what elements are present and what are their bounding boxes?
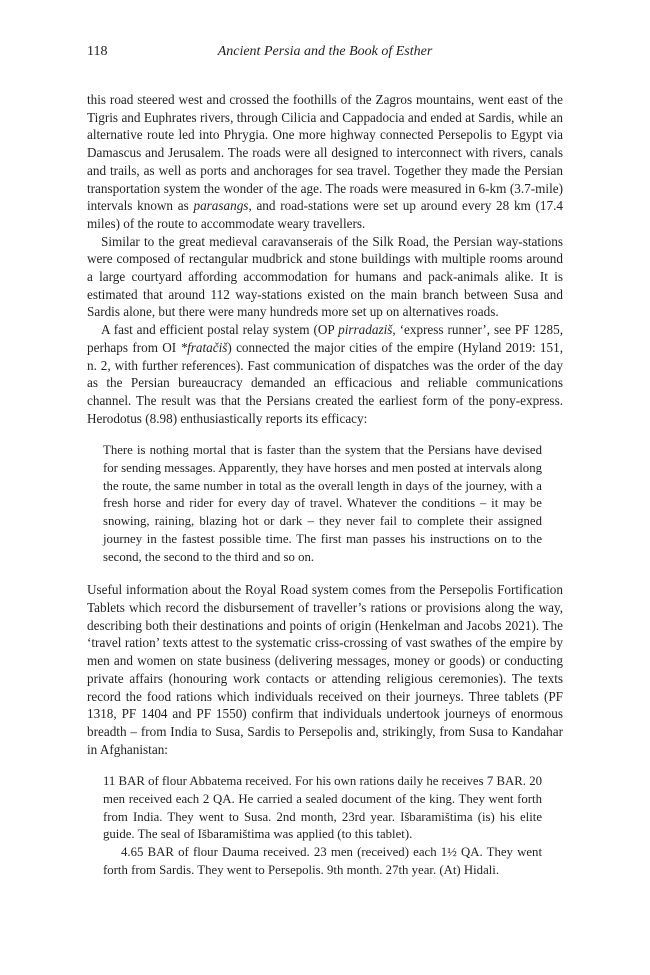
herodotus-quote: There is nothing mortal that is faster than the system that the Persians have devised for sending messages. Apparently, they have horses and men posted at intervals along the route, the same number in total as the overall length in days of the journey, with a fresh horse and rider for every day of travel. Whatever the conditions – it may be snowing, raining, blazing hot or dark – they never fail to complete their assigned journey in the fastest possible time. The first man passes his instructions on to the second, the second to the third and so on. <box>103 443 542 564</box>
main-text <box>87 91 563 880</box>
tablet-text: 4.65 BAR of flour Dauma received. 23 men (received) each 1½ QA. They went forth from Sardis. They went to Persepolis. 9th month. 27th year. (At) Hidali. <box>103 845 542 877</box>
running-title: Ancient Persia and the Book of Esther <box>217 44 433 59</box>
body-paragraph: Useful information about the Royal Road system comes from the Persepolis Fortification Tablets which record the disbursement of traveller’s rations or provisions along the way, describing both their destinations and points of origin (Henkelman and Jacobs 2021). The ‘travel ration’ texts attest to the systematic criss-crossing of vast swathes of the empire by men and women on state business (delivering messages, money or goods) or conducting private affairs (honouring work contacts or attending religious ceremonies). The texts record the food rations which individuals received on their journeys. Three tablets (PF 1318, PF 1404 and PF 1550) confirm that individuals undertook journeys of enormous breadth – from India to Susa, Sardis to Persepolis and, strikingly, from Susa to Kandahar in Afghanistan: <box>87 582 563 757</box>
body-paragraph: Similar to the great medieval caravanserais of the Silk Road, the Persian way-stations were composed of rectangular mudbrick and stone buildings with multiple rooms around a large courtyard affording accommodation for humans and pack-animals alike. It is estimated that around 112 way-stations existed on the main branch between Susa and Sardis alone, but there were many hundreds more set up on alternatives roads. <box>87 233 563 320</box>
body-paragraph: this road steered west and crossed the foothills of the Zagros mountains, went east of the Tigris and Euphrates rivers, through Cilicia and Cappadocia and ended at Sardis, while an alternative route led into Phrygia. One more highway connected Persepolis to Egypt via Damascus and Jerusalem. The roads were all designed to interconnect with rivers, canals and trails, as well as ports and anchorages for sea travel. Together they made the Persian transportation system the wonder of the age. The roads were measured in 6-km (3.7-mile) intervals known as parasangs, and road-stations were set up around every 28 km (17.4 miles) of the route to accommodate weary travellers. <box>87 92 563 231</box>
tablet-text: 11 BAR of flour Abbatema received. For his own rations daily he receives 7 BAR. 20 men received each 2 QA. He carried a sealed document of the king. They went forth from India. They went to Susa. 2nd month, 23rd year. Išbaramištima (is) his elite guide. The seal of Išbaramištima was applied (to this tablet). <box>103 774 542 842</box>
block-quote <box>103 442 542 566</box>
page-number: 118 <box>87 44 108 59</box>
tablet-quotes <box>103 773 542 879</box>
page-header <box>87 44 563 64</box>
body-paragraph: A fast and efficient postal relay system (OP pirradaziš, ‘express runner’, see PF 1285, perhaps from OI *fratačiš) connected the major cities of the empire (Hyland 2019: 151, n. 2, with further references). Fast communication of dispatches was the order of the day as the Persian bureaucracy demanded an efficacious and reliable communications channel. The result was that the Persians created the earliest form of the pony-express. Herodotus (8.98) enthusiastically reports its efficacy: <box>87 322 564 426</box>
